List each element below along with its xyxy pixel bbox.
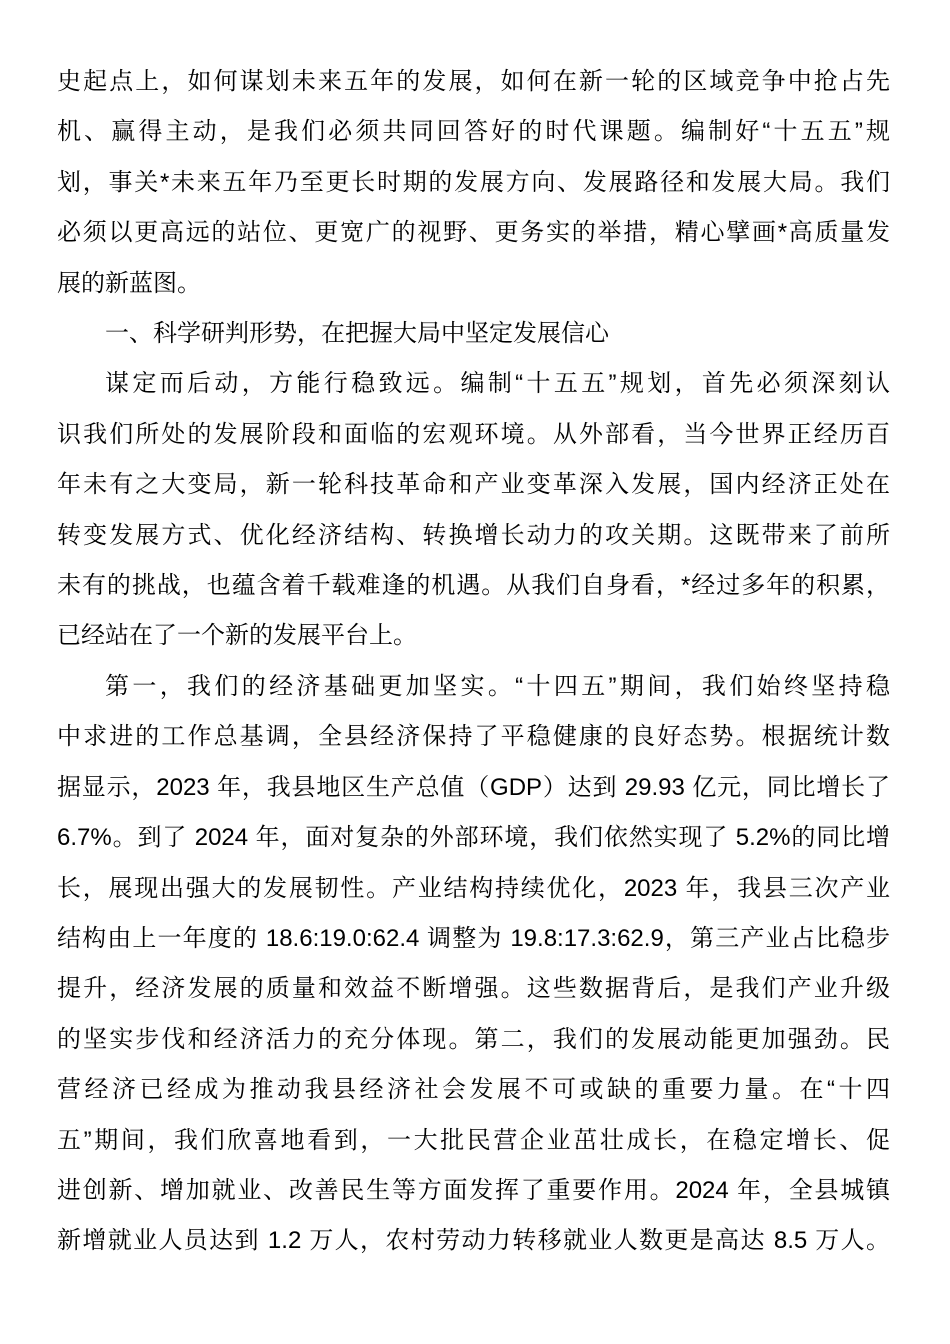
text-line: 史起点上，如何谋划未来五年的发展，如何在新一轮的区域竞争中抢占先 (57, 68, 890, 95)
section-heading (57, 309, 890, 359)
text-line: 进创新、增加就业、改善民生等方面发挥了重要作用。2024 年，全县城镇 (57, 1176, 890, 1204)
text-line: 营经济已经成为推动我县经济社会发展不可或缺的重要力量。在“十四 (57, 1076, 890, 1104)
text-line: 展的新蓝图。 (57, 269, 201, 297)
text-line: 转变发展方式、优化经济结构、转换增长动力的攻关期。这既带来了前所 (57, 521, 890, 549)
text-line: 识我们所处的发展阶段和面临的宏观环境。从外部看，当今世界正经历百 (57, 420, 890, 448)
text-line: 未有的挑战，也蕴含着千载难逢的机遇。从我们自身看，*经过多年的积累， (57, 572, 890, 600)
heading-line: 一、科学研判形势，在把握大局中坚定发展信心 (105, 320, 609, 348)
text-line: 新增就业人员达到 1.2 万人，农村劳动力转移就业人数更是高达 8.5 万人。 (57, 1227, 890, 1255)
text-line: 谋定而后动，方能行稳致远。编制“十五五”规划，首先必须深刻认 (105, 370, 890, 398)
text-line: 机、赢得主动，是我们必须共同回答好的时代课题。编制好“十五五”规 (57, 118, 890, 146)
text-line: 必须以更高远的站位、更宽广的视野、更务实的举措，精心擘画*高质量发 (57, 219, 890, 247)
text-line: 第一，我们的经济基础更加坚实。“十四五”期间，我们始终坚持稳 (105, 672, 890, 700)
paragraph (57, 57, 890, 309)
text-line: 6.7%。到了 2024 年，面对复杂的外部环境，我们依然实现了 5.2%的同比增 (57, 824, 890, 852)
text-line: 划，事关*未来五年乃至更长时期的发展方向、发展路径和发展大局。我们 (57, 168, 890, 196)
text-line: 结构由上一年度的 18.6:19.0:62.4 调整为 19.8:17.3:62.9，第三产业占比稳步 (57, 924, 890, 952)
paragraph (57, 359, 890, 661)
text-line: 五”期间，我们欣喜地看到，一大批民营企业茁壮成长，在稳定增长、促 (57, 1126, 890, 1154)
document-body (57, 57, 890, 1267)
text-line: 中求进的工作总基调，全县经济保持了平稳健康的良好态势。根据统计数 (57, 723, 890, 751)
text-line: 的坚实步伐和经济活力的充分体现。第二，我们的发展动能更加强劲。民 (57, 1025, 890, 1053)
text-line: 已经站在了一个新的发展平台上。 (57, 622, 417, 650)
text-line: 据显示，2023 年，我县地区生产总值（GDP）达到 29.93 亿元，同比增长了 (57, 773, 890, 801)
text-line: 长，展现出强大的发展韧性。产业结构持续优化，2023 年，我县三次产业 (57, 874, 890, 902)
text-line: 提升，经济发展的质量和效益不断增强。这些数据背后，是我们产业升级 (57, 975, 890, 1003)
text-line: 年未有之大变局，新一轮科技革命和产业变革深入发展，国内经济正处在 (57, 471, 890, 499)
paragraph (57, 662, 890, 1267)
